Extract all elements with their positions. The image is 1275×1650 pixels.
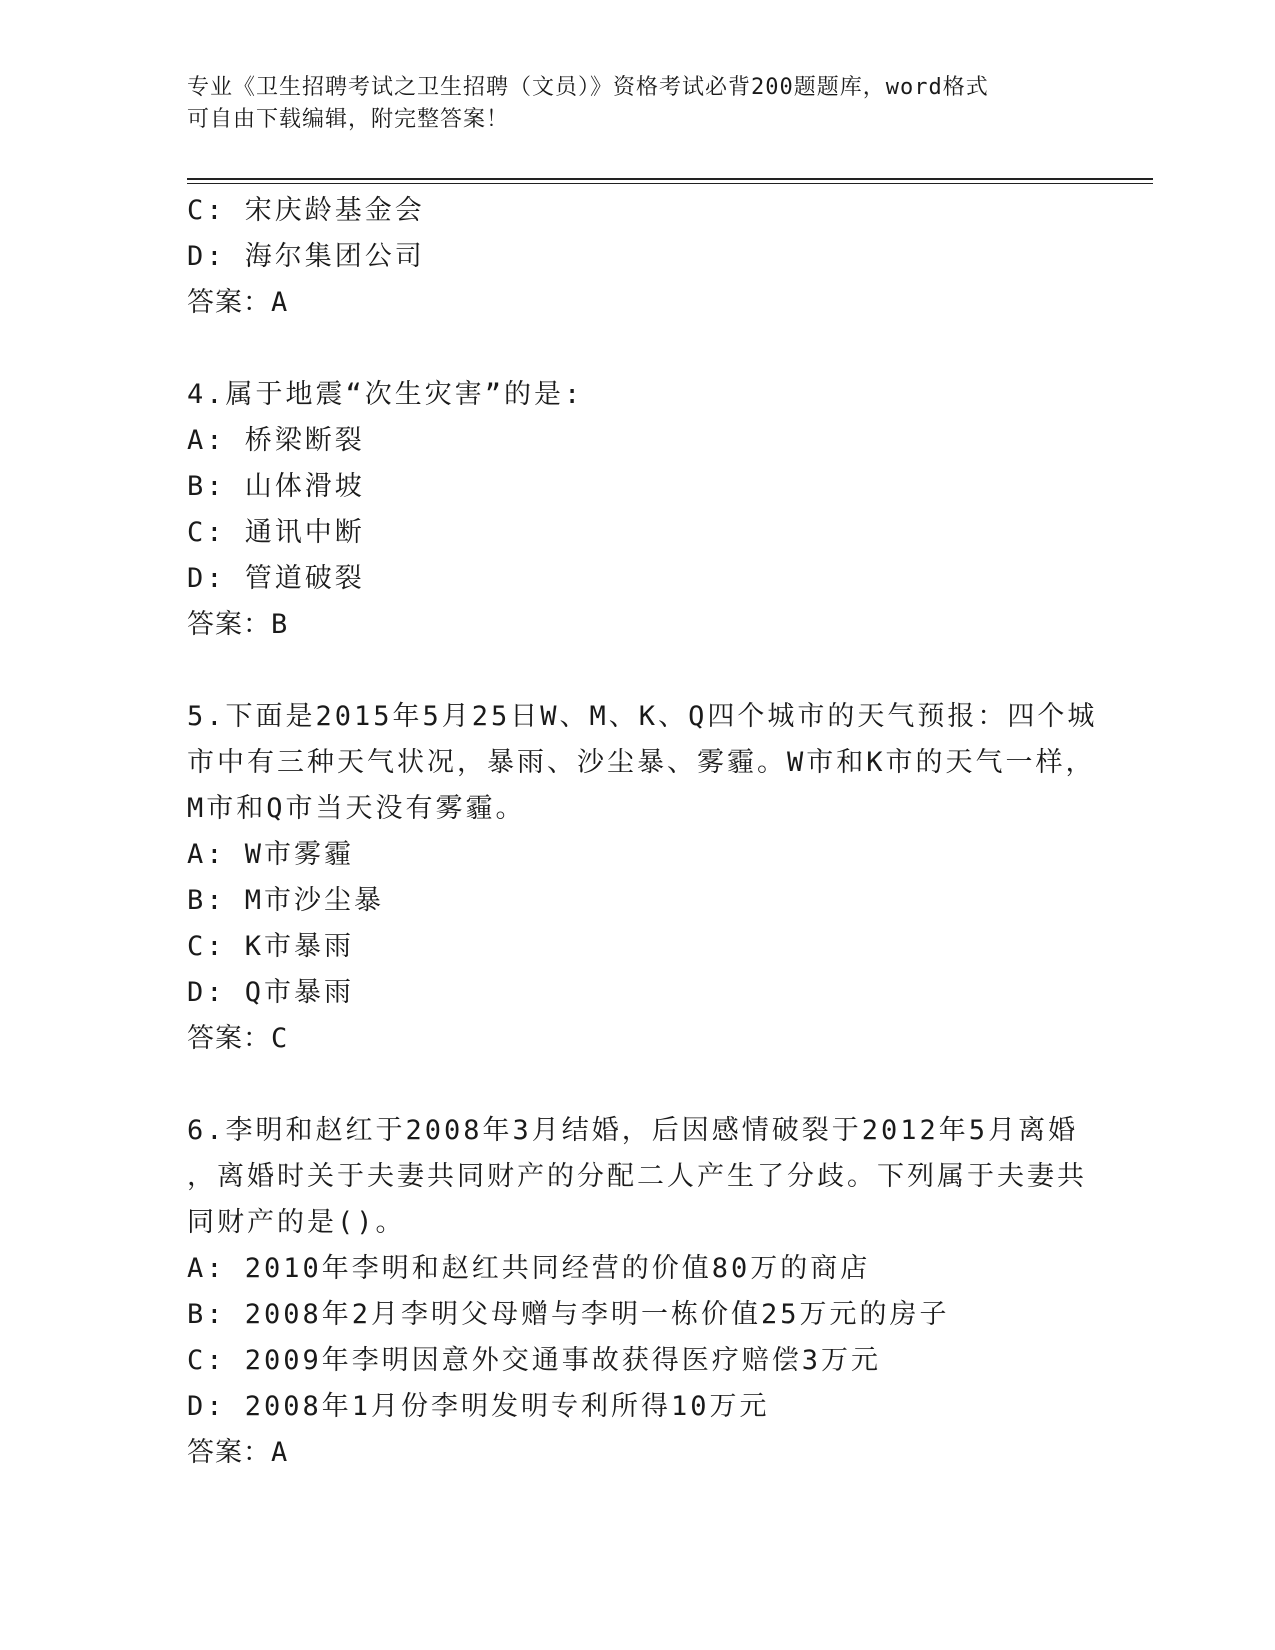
option-c: C: K市暴雨 bbox=[187, 931, 355, 962]
question-stem-line-2: ，离婚时关于夫妻共同财产的分配二人产生了分歧。下列属于夫妻共 bbox=[187, 1161, 1087, 1192]
option-d: D: Q市暴雨 bbox=[187, 977, 355, 1008]
question-stem-line-2: 市中有三种天气状况，暴雨、沙尘暴、雾霾。W市和K市的天气一样， bbox=[187, 747, 1096, 778]
option-a: A: 桥梁断裂 bbox=[187, 425, 365, 456]
option-b: B: 山体滑坡 bbox=[187, 471, 365, 502]
header-title-line-2: 可自由下载编辑，附完整答案！ bbox=[187, 107, 510, 132]
question-stem-line-3: 同财产的是()。 bbox=[187, 1207, 406, 1238]
question-4 bbox=[187, 372, 1087, 648]
option-c: C: 宋庆龄基金会 bbox=[187, 195, 425, 226]
option-c: C: 通讯中断 bbox=[187, 517, 365, 548]
option-a: A: W市雾霾 bbox=[187, 839, 355, 870]
option-d: D: 2008年1月份李明发明专利所得10万元 bbox=[187, 1391, 770, 1422]
page-header bbox=[187, 72, 1077, 136]
question-stem: 4.属于地震“次生灾害”的是: bbox=[187, 379, 584, 410]
question-stem-line-1: 5.下面是2015年5月25日W、M、K、Q四个城市的天气预报：四个城 bbox=[187, 701, 1098, 732]
option-b: B: M市沙尘暴 bbox=[187, 885, 385, 916]
option-d: D: 管道破裂 bbox=[187, 563, 365, 594]
header-divider-thick bbox=[187, 178, 1153, 180]
answer-text: 答案：C bbox=[187, 1023, 289, 1054]
option-b: B: 2008年2月李明父母赠与李明一栋价值25万元的房子 bbox=[187, 1299, 950, 1330]
question-stem-line-3: M市和Q市当天没有雾霾。 bbox=[187, 793, 526, 824]
question-stem-line-1: 6.李明和赵红于2008年3月结婚，后因感情破裂于2012年5月离婚 bbox=[187, 1115, 1079, 1146]
question-5 bbox=[187, 694, 1098, 1062]
option-c: C: 2009年李明因意外交通事故获得医疗赔偿3万元 bbox=[187, 1345, 882, 1376]
answer-text: 答案：A bbox=[187, 287, 289, 318]
question-list bbox=[187, 188, 1098, 1476]
question-6 bbox=[187, 1108, 1087, 1476]
header-title-line-1: 专业《卫生招聘考试之卫生招聘（文员）》资格考试必背200题题库，word格式 bbox=[187, 75, 989, 100]
answer-text: 答案：A bbox=[187, 1437, 289, 1468]
spacer bbox=[187, 1062, 1087, 1108]
option-d: D: 海尔集团公司 bbox=[187, 241, 425, 272]
option-a: A: 2010年李明和赵红共同经营的价值80万的商店 bbox=[187, 1253, 871, 1284]
spacer bbox=[187, 648, 1087, 694]
spacer bbox=[187, 326, 1087, 372]
question-3-tail bbox=[187, 188, 1087, 326]
header-divider-thin bbox=[187, 183, 1153, 184]
answer-text: 答案：B bbox=[187, 609, 289, 640]
